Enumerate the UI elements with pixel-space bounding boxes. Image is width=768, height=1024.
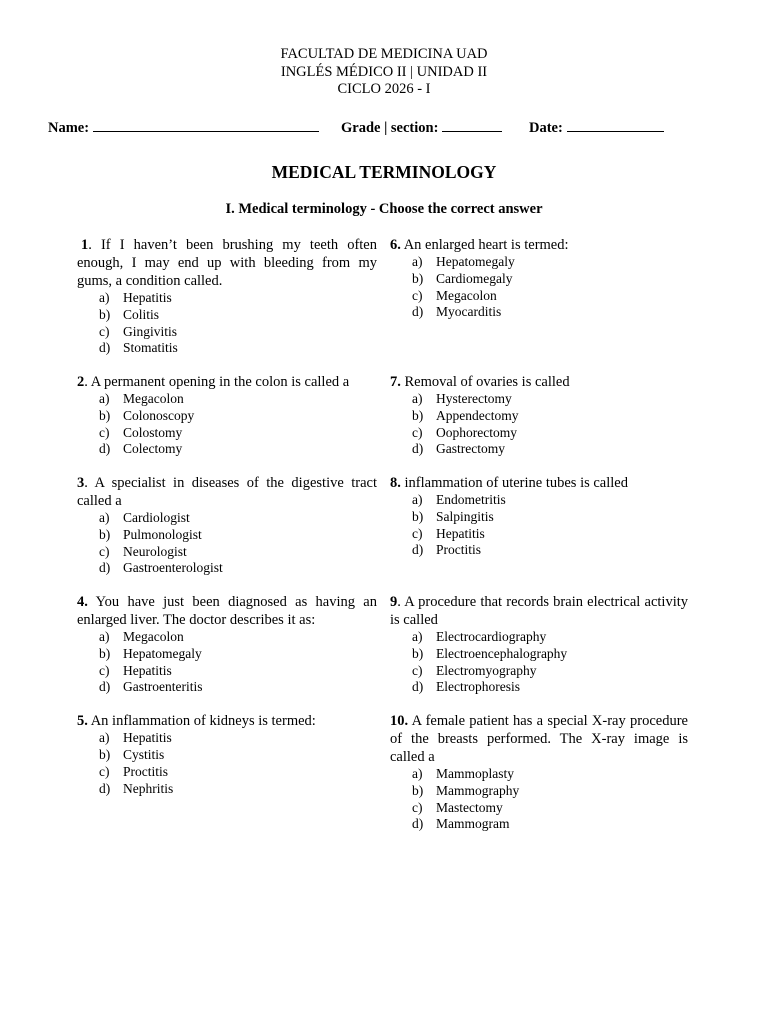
option-d: d) Gastrectomy — [412, 441, 505, 457]
question-5 — [77, 712, 377, 798]
section-title: I. Medical terminology - Choose the correct answer — [225, 201, 543, 217]
option-c: c) Oophorectomy — [412, 424, 517, 440]
question-number: 1 — [81, 237, 89, 253]
option-d: d) Proctitis — [412, 542, 482, 558]
option-d: d) Mammogram — [412, 816, 510, 832]
date-blank — [567, 119, 664, 132]
option-a: a) Hepatitis — [99, 730, 172, 745]
option-b: b) Cardiomegaly — [412, 270, 513, 286]
question-text: . A specialist in diseases of the digestive tract called a — [77, 475, 377, 509]
option-a: a) Hepatitis — [99, 290, 172, 305]
question-number: 3 — [77, 475, 85, 491]
question-text: Removal of ovaries is called — [400, 374, 570, 390]
option-c: c) Hepatitis — [412, 525, 485, 541]
option-d: d) Myocarditis — [412, 304, 502, 320]
option-d: d) Nephritis — [99, 781, 174, 797]
question-10 — [390, 712, 688, 833]
option-b: b) Hepatomegaly — [99, 645, 202, 661]
option-c: c) Megacolon — [412, 287, 497, 303]
option-b: b) Electroencephalography — [412, 645, 568, 661]
question-3 — [77, 474, 377, 577]
option-a: a) Mammoplasty — [412, 766, 514, 781]
option-b: b) Colitis — [99, 306, 160, 322]
page-title: MEDICAL TERMINOLOGY — [271, 162, 497, 182]
question-text: An enlarged heart is termed: — [400, 237, 569, 253]
option-a: a) Megacolon — [99, 629, 184, 644]
faculty-name: FACULTAD DE MEDICINA UAD — [280, 46, 488, 62]
option-a: a) Endometritis — [412, 492, 506, 507]
question-text: You have just been diagnosed as having an enlarged liver. The doctor describes it as: — [77, 594, 377, 628]
question-4 — [77, 593, 377, 696]
name-blank — [93, 119, 319, 132]
cycle-label: CICLO 2026 - I — [337, 81, 431, 97]
option-d: d) Colectomy — [99, 441, 183, 457]
grade-section-blank — [442, 119, 502, 132]
question-number: 2 — [77, 374, 85, 390]
option-a: a) Cardiologist — [99, 510, 190, 525]
question-text: inflammation of uterine tubes is called — [400, 475, 628, 491]
option-b: b) Mammography — [412, 782, 520, 798]
option-c: c) Neurologist — [99, 543, 187, 559]
option-a: a) Hepatomegaly — [412, 254, 515, 269]
option-c: c) Proctitis — [99, 763, 169, 779]
option-b: b) Appendectomy — [412, 407, 519, 423]
option-c: c) Colostomy — [99, 424, 183, 440]
question-7 — [390, 373, 688, 458]
question-text: . A procedure that records brain electrical activity is called — [390, 594, 688, 628]
option-a: a) Megacolon — [99, 391, 184, 406]
question-number: 9 — [390, 594, 398, 610]
question-6 — [390, 236, 688, 321]
option-b: b) Salpingitis — [412, 508, 494, 524]
grade-section-label: Grade | section: — [341, 120, 439, 136]
question-text: A female patient has a special X-ray procedure of the breasts performed. The X-ray image is called a — [390, 713, 688, 765]
question-8 — [390, 474, 688, 559]
question-number: 6. — [390, 237, 401, 253]
option-a: a) Electrocardiography — [412, 629, 547, 644]
student-info-line — [48, 119, 708, 137]
option-c: c) Electromyography — [412, 662, 537, 678]
question-2 — [77, 373, 377, 458]
date-label: Date: — [529, 120, 563, 136]
option-c: c) Hepatitis — [99, 662, 172, 678]
option-d: d) Gastroenteritis — [99, 679, 203, 695]
question-number: 8. — [390, 475, 401, 491]
question-text: . A permanent opening in the colon is called a — [84, 374, 350, 390]
question-text: . If I haven’t been brushing my teeth often enough, I may end up with bleeding from my gums, a condition called. — [77, 237, 377, 289]
question-number: 4. — [77, 594, 88, 610]
question-9 — [390, 593, 688, 696]
option-a: a) Hysterectomy — [412, 391, 512, 406]
question-text: An inflammation of kidneys is termed: — [87, 713, 316, 729]
option-d: d) Stomatitis — [99, 340, 178, 356]
name-label: Name: — [48, 120, 90, 136]
option-b: b) Pulmonologist — [99, 526, 202, 542]
question-number: 7. — [390, 374, 401, 390]
option-b: b) Colonoscopy — [99, 407, 195, 423]
option-b: b) Cystitis — [99, 746, 165, 762]
question-1 — [77, 236, 377, 357]
option-d: d) Gastroenterologist — [99, 560, 223, 576]
document-header — [0, 46, 768, 99]
question-number: 10. — [390, 713, 409, 729]
option-d: d) Electrophoresis — [412, 679, 520, 695]
option-c: c) Mastectomy — [412, 799, 503, 815]
course-name: INGLÉS MÉDICO II | UNIDAD II — [280, 63, 488, 80]
option-c: c) Gingivitis — [99, 323, 178, 339]
question-number: 5. — [77, 713, 88, 729]
